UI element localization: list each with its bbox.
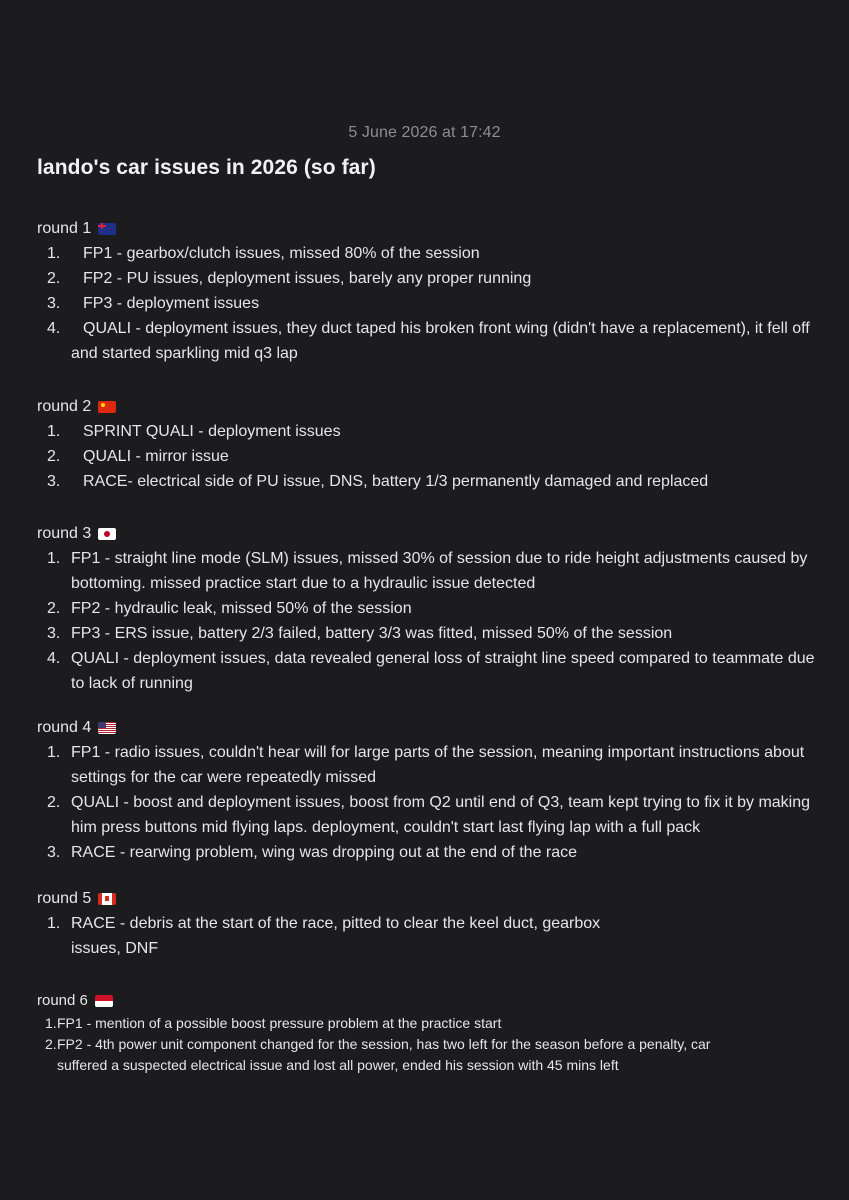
list-item (37, 740, 827, 790)
note-timestamp: 5 June 2026 at 17:42 (348, 124, 501, 141)
flag-australia-icon (98, 223, 116, 235)
issue-list (37, 1013, 727, 1076)
list-item (37, 444, 827, 469)
item-number: 3. (47, 295, 61, 312)
issue-list (37, 911, 637, 961)
round-label: round 3 (37, 525, 92, 542)
item-text: QUALI - boost and deployment issues, boost from Q2 until end of Q3, team kept trying to fix it by making him press buttons mid flying laps. deployment, couldn't start last flying lap with a full pack (71, 794, 811, 836)
round-label: round 2 (37, 398, 92, 415)
item-number: 3. (47, 473, 61, 490)
list-item (37, 840, 827, 865)
item-number: 2. (47, 794, 61, 811)
item-number: 2. (47, 270, 61, 287)
item-text: FP1 - straight line mode (SLM) issues, missed 30% of session due to ride height adjustments caused by bottoming. missed practice start due to a hydraulic issue detected (71, 550, 808, 592)
list-item (37, 419, 827, 444)
list-item (37, 469, 827, 494)
list-item (37, 790, 827, 840)
list-item (37, 266, 827, 291)
item-number: 1. (45, 1015, 57, 1031)
round-label: round 5 (37, 890, 92, 907)
list-item (37, 621, 827, 646)
round-heading (37, 716, 827, 740)
issue-list (37, 241, 827, 366)
issue-list (37, 546, 827, 696)
item-text: RACE - rearwing problem, wing was dropping out at the end of the race (71, 844, 578, 861)
item-number: 2. (47, 448, 61, 465)
list-item (37, 1034, 727, 1076)
item-number: 1. (47, 245, 61, 262)
item-text: QUALI - mirror issue (83, 448, 229, 465)
item-text: QUALI - deployment issues, they duct taped his broken front wing (didn't have a replacement), it fell off and started sparkling mid q3 lap (71, 320, 810, 362)
item-text: FP1 - mention of a possible boost pressure problem at the practice start (57, 1015, 502, 1031)
item-text: FP1 - gearbox/clutch issues, missed 80% of the session (83, 245, 480, 262)
list-item (37, 646, 827, 696)
round-heading (37, 522, 827, 546)
item-number: 2. (47, 600, 61, 617)
note-title: lando's car issues in 2026 (so far) (37, 156, 376, 179)
item-number: 1. (47, 744, 61, 761)
flag-canada-icon (98, 893, 116, 905)
item-text: RACE - debris at the start of the race, pitted to clear the keel duct, gearbox issues, DNF (71, 915, 601, 957)
round-section-6 (37, 989, 727, 1076)
flag-monaco-icon (95, 995, 113, 1007)
round-label: round 1 (37, 220, 92, 237)
item-text: FP1 - radio issues, couldn't hear will for large parts of the session, meaning important instructions about settings for the car were repeatedly missed (71, 744, 805, 786)
list-item (37, 911, 637, 961)
round-section-1 (37, 217, 827, 366)
list-item (37, 241, 827, 266)
list-item (37, 291, 827, 316)
item-number: 3. (47, 844, 61, 861)
item-text: SPRINT QUALI - deployment issues (83, 423, 341, 440)
item-number: 4. (47, 650, 61, 667)
round-heading (37, 395, 827, 419)
item-text: FP3 - ERS issue, battery 2/3 failed, battery 3/3 was fitted, missed 50% of the session (71, 625, 673, 642)
item-text: QUALI - deployment issues, data revealed general loss of straight line speed compared to teammate due to lack of running (71, 650, 815, 692)
item-text: FP2 - hydraulic leak, missed 50% of the session (71, 600, 412, 617)
round-section-2 (37, 395, 827, 494)
round-heading (37, 217, 827, 241)
item-text: FP2 - PU issues, deployment issues, barely any proper running (83, 270, 532, 287)
flag-japan-icon (98, 528, 116, 540)
round-label: round 6 (37, 992, 88, 1009)
list-item (37, 596, 827, 621)
list-item (37, 546, 827, 596)
item-text: FP2 - 4th power unit component changed for the session, has two left for the season before a penalty, car suffered a suspected electrical issue and lost all power, ended his session with 45 mins left (57, 1036, 711, 1073)
flag-china-icon (98, 401, 116, 413)
round-heading (37, 989, 727, 1013)
round-section-5 (37, 887, 637, 961)
item-text: RACE- electrical side of PU issue, DNS, battery 1/3 permanently damaged and replaced (83, 473, 709, 490)
item-number: 1. (47, 423, 61, 440)
item-number: 1. (47, 550, 61, 567)
flag-usa-icon (98, 722, 116, 734)
round-label: round 4 (37, 719, 92, 736)
item-number: 2. (45, 1036, 57, 1052)
issue-list (37, 740, 827, 865)
issue-list (37, 419, 827, 494)
round-heading (37, 887, 637, 911)
item-number: 4. (47, 320, 61, 337)
item-number: 3. (47, 625, 61, 642)
item-text: FP3 - deployment issues (83, 295, 260, 312)
item-number: 1. (47, 915, 61, 932)
list-item (37, 1013, 727, 1034)
round-section-3 (37, 522, 827, 696)
round-section-4 (37, 716, 827, 865)
list-item (37, 316, 827, 366)
